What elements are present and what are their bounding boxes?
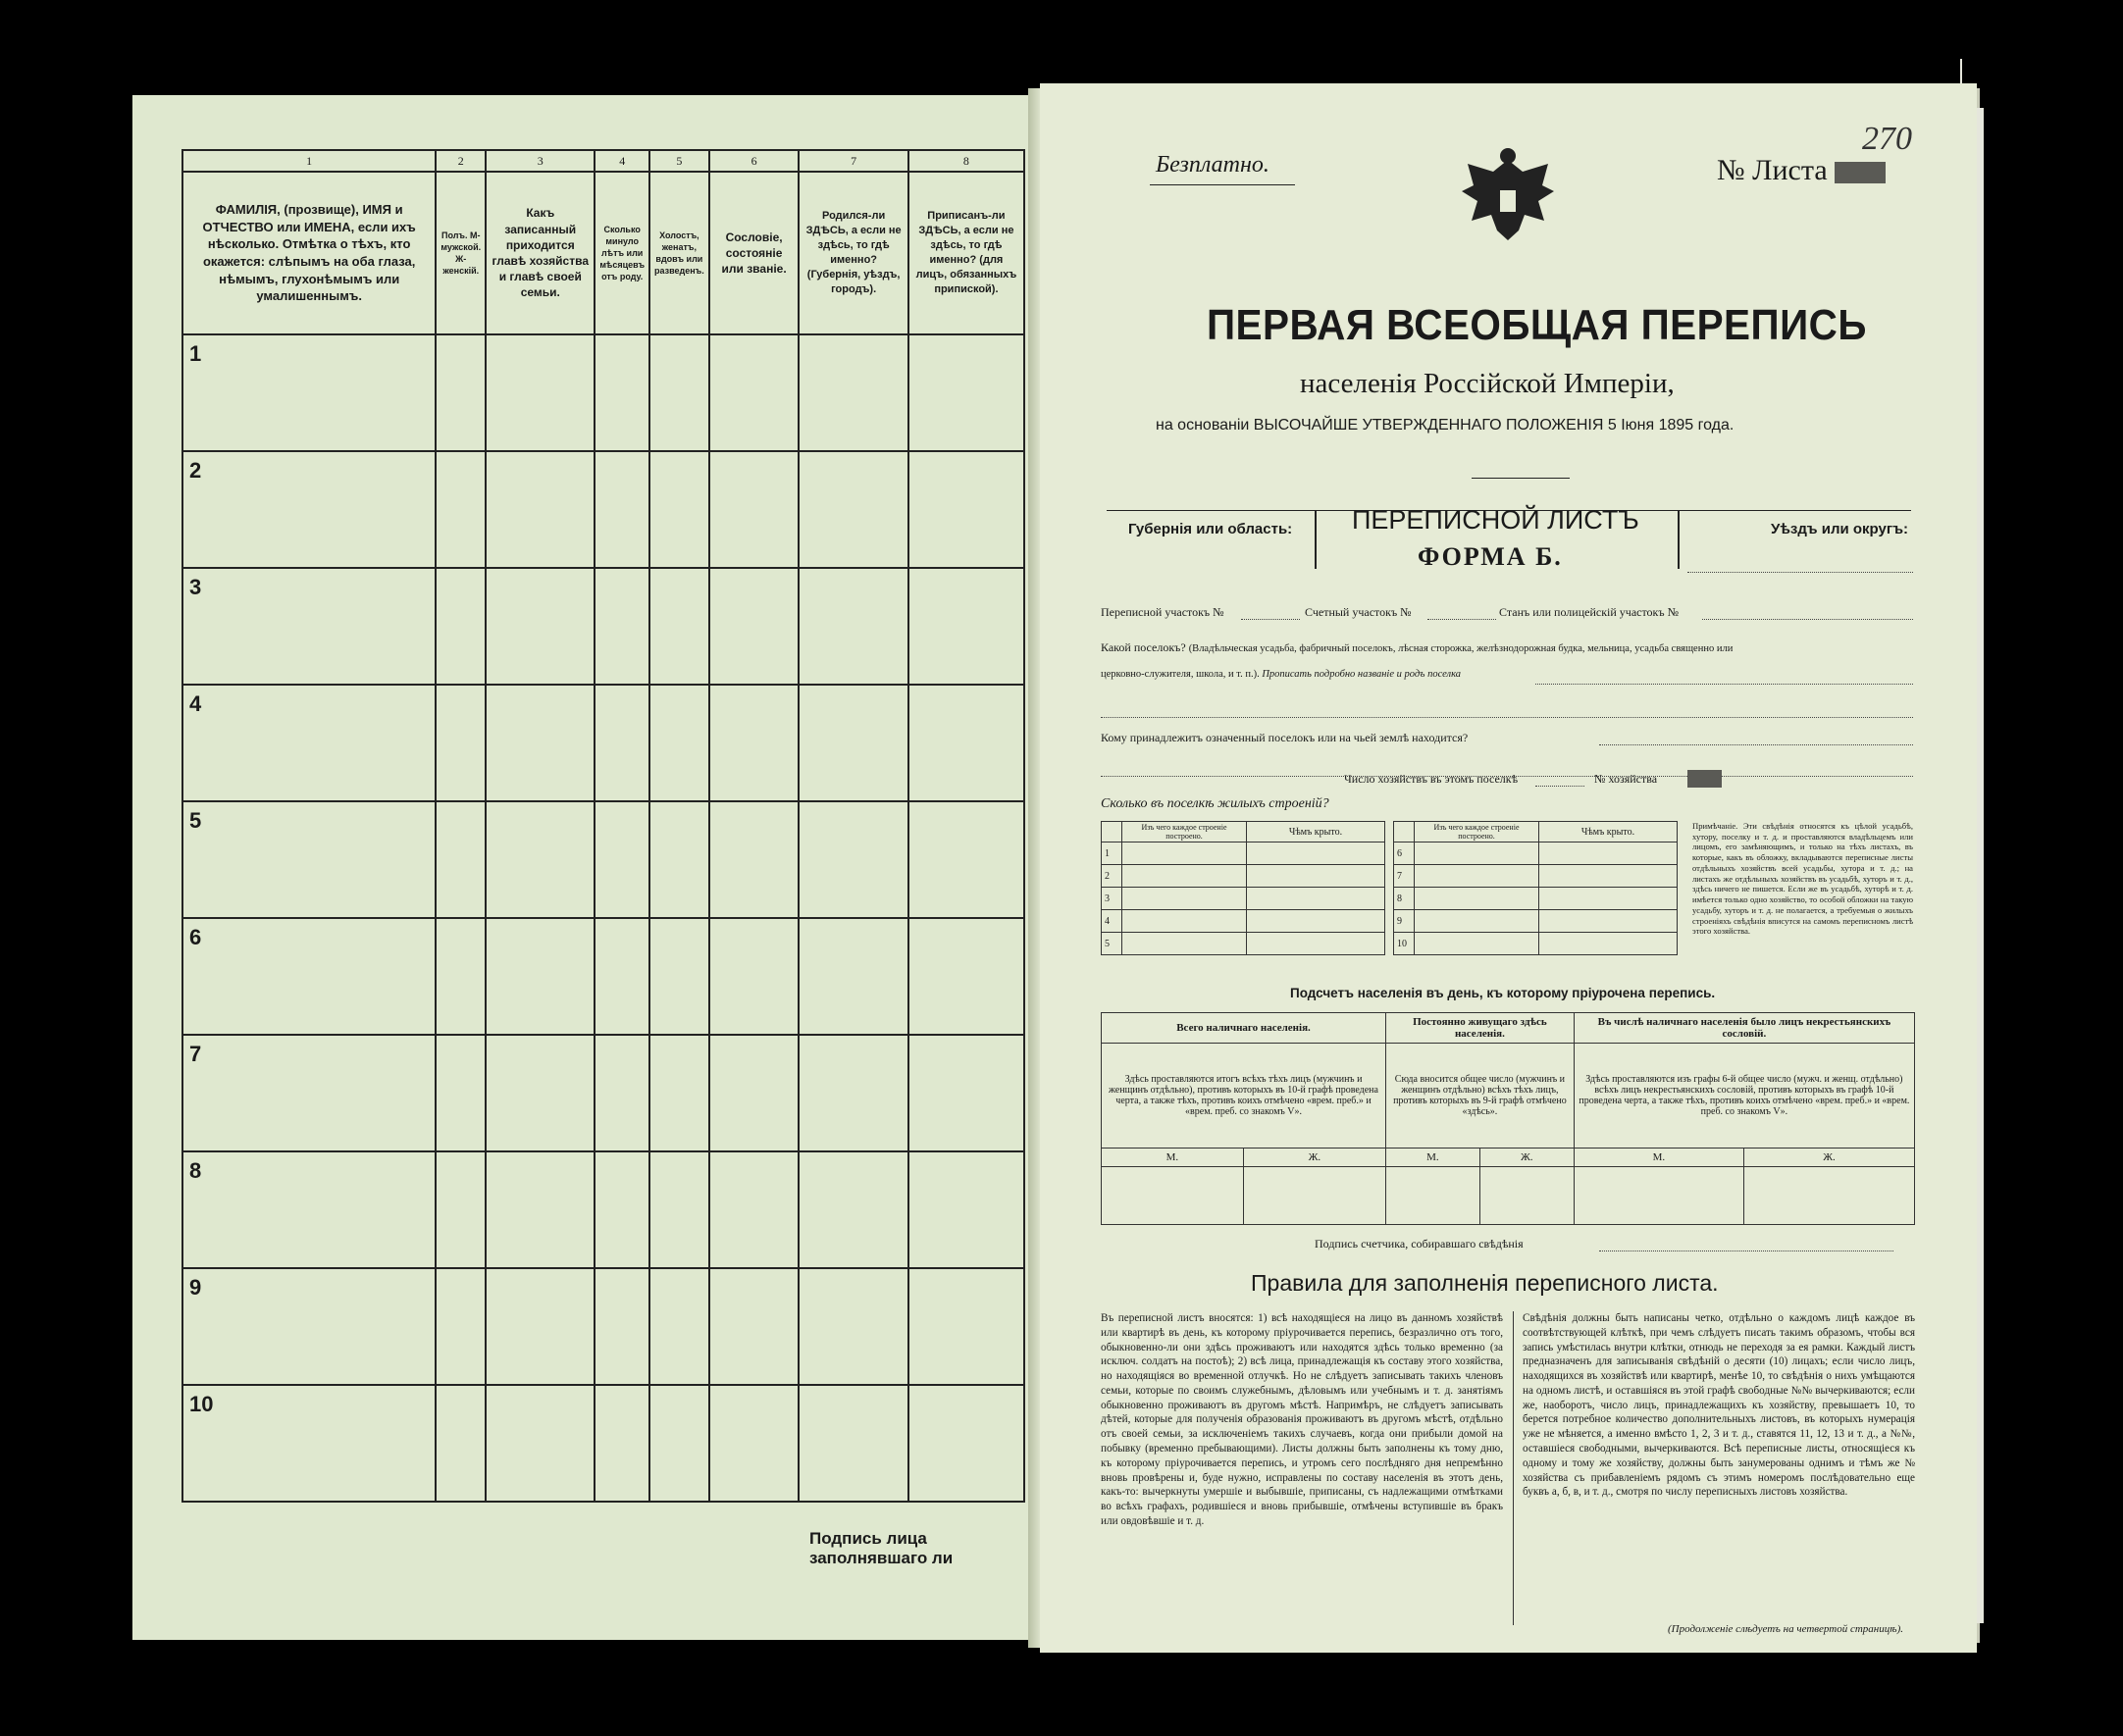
- table-cell[interactable]: [709, 1151, 800, 1268]
- building-row: [1102, 888, 1385, 910]
- building-row: [1394, 865, 1678, 888]
- table-cell[interactable]: [799, 918, 907, 1035]
- table-cell[interactable]: [595, 1268, 649, 1385]
- count-zh-label: Ж.: [1744, 1149, 1915, 1167]
- building-material-cell[interactable]: [1122, 933, 1247, 955]
- building-number: 7: [1394, 865, 1415, 888]
- table-cell[interactable]: [436, 1268, 486, 1385]
- legal-basis: на основаніи ВЫСОЧАЙШЕ УТВЕРЖДЕННАГО ПОЛОЖЕНІЯ 5 Іюня 1895 года.: [1156, 417, 1735, 434]
- table-cell[interactable]: [436, 568, 486, 685]
- bld-head-material: [1102, 822, 1122, 842]
- table-cell[interactable]: [649, 685, 709, 801]
- table-row: [182, 801, 1024, 918]
- table-cell[interactable]: [908, 1385, 1024, 1502]
- row-number[interactable]: 7: [182, 1035, 436, 1151]
- table-cell[interactable]: [436, 1385, 486, 1502]
- table-cell[interactable]: [486, 1035, 595, 1151]
- row-number[interactable]: 4: [182, 685, 436, 801]
- building-row: [1394, 933, 1678, 955]
- building-material-cell[interactable]: [1415, 865, 1539, 888]
- col-number: 1: [182, 150, 436, 172]
- table-cell[interactable]: [908, 918, 1024, 1035]
- header-registration: Приписанъ-ли ЗДѢСЬ, а если не здѣсь, то гдѣ именно? (для лицъ, обязанныхъ припиской).: [908, 172, 1024, 334]
- buildings-table-a: [1101, 821, 1385, 955]
- settlement-question: [1101, 640, 1925, 655]
- police-district-label: Станъ или полицейскій участокъ №: [1499, 605, 1680, 619]
- building-row: [1394, 842, 1678, 865]
- row-number[interactable]: 2: [182, 451, 436, 568]
- table-cell[interactable]: [709, 1385, 800, 1502]
- count-m-label: М.: [1386, 1149, 1480, 1167]
- count-cell[interactable]: [1574, 1167, 1743, 1225]
- building-roof-cell[interactable]: [1539, 888, 1678, 910]
- table-cell[interactable]: [709, 801, 800, 918]
- gubernia-box: [1315, 510, 1317, 569]
- left-page: [132, 95, 1040, 1640]
- count-zh-label: Ж.: [1479, 1149, 1574, 1167]
- count-cell[interactable]: [1102, 1167, 1244, 1225]
- header-name: ФАМИЛІЯ, (прозвище), ИМЯ и ОТЧЕСТВО или ИМЕНА, если ихъ нѣсколько. Отмѣтка о тѣхъ, кто окажется: слѣпымъ на оба глаза, нѣмымъ, глухонѣмымъ или умалишеннымъ.: [182, 172, 436, 334]
- table-cell[interactable]: [908, 451, 1024, 568]
- col-number: 4: [595, 150, 649, 172]
- row-number[interactable]: 10: [182, 1385, 436, 1502]
- count-m-label: М.: [1102, 1149, 1244, 1167]
- form-label: ФОРМА Б.: [1418, 542, 1563, 571]
- header-marital: Холостъ, женатъ, вдовъ или разведенъ.: [649, 172, 709, 334]
- header-relation: Какъ записанный приходится главѣ хозяйства и главѣ своей семьи.: [486, 172, 595, 334]
- buildings-table-b: [1393, 821, 1678, 955]
- count-m-label: М.: [1574, 1149, 1743, 1167]
- table-cell[interactable]: [649, 451, 709, 568]
- count-head-permanent: Постоянно живущаго здѣсь населенія.: [1386, 1013, 1575, 1044]
- table-cell[interactable]: [799, 685, 907, 801]
- household-no-box: [1687, 770, 1722, 788]
- bld-head-material: [1394, 822, 1415, 842]
- table-cell[interactable]: [595, 801, 649, 918]
- building-roof-cell[interactable]: [1539, 910, 1678, 933]
- building-number: 4: [1102, 910, 1122, 933]
- table-cell[interactable]: [595, 1385, 649, 1502]
- header-age: Сколько минуло лѣтъ или мѣсяцевъ отъ роду.: [595, 172, 649, 334]
- rules-right-column: Свѣдѣнія должны быть написаны четко, отдѣльно о каждомъ лицѣ каждое въ соотвѣтствующей клѣткѣ, при чемъ слѣдуетъ писать такимъ образомъ, чтобы вся запись умѣстилась внутри клѣтки, отнюдь не переходя за ея рамки. Каждый листъ предназначенъ для записыванія свѣдѣній о десяти (10) лицахъ; если число лицъ, находящихся въ хозяйствѣ или квартирѣ, менѣе 10, то свѣдѣнія о нихъ умѣщаются на одномъ листѣ, и оставшіяся въ этой графѣ свободные №№ вычеркиваются; если же, наоборотъ, число лицъ, принадлежащихъ къ хозяйству, превышаетъ 10, то берется потребное количество дополнительныхъ листовъ, въ которыхъ нумерація уже не мѣняется, а именно вмѣсто 1, 2, 3 и т. д., ставятся 11, 12, 13 и т. д., а №№, оставшіеся свободными, вычеркиваются. Всѣ переписные листы, относящіеся къ одному и тому же хозяйству, должны быть занумерованы однимъ и тѣмъ же № хозяйства съ прибавленіемъ рядомъ съ этимъ номеромъ послѣдовательно еще буквъ а, б, в, и т. д., смотря по числу переписныхъ листовъ хозяйства.: [1523, 1312, 1915, 1499]
- col-number: 7: [799, 150, 907, 172]
- table-row: [182, 685, 1024, 801]
- table-cell[interactable]: [436, 918, 486, 1035]
- count-head-nonpeasant: Въ числѣ наличнаго населенія было лицъ некрестьянскихъ сословій.: [1574, 1013, 1914, 1044]
- building-roof-cell[interactable]: [1539, 842, 1678, 865]
- col-number: 2: [436, 150, 486, 172]
- census-title: ПЕРВАЯ ВСЕОБЩАЯ ПЕРЕПИСЬ: [1207, 301, 1867, 349]
- counting-district-label: Счетный участокъ №: [1305, 605, 1412, 619]
- table-cell[interactable]: [436, 1035, 486, 1151]
- table-cell[interactable]: [799, 1151, 907, 1268]
- table-cell[interactable]: [486, 451, 595, 568]
- row-number[interactable]: 6: [182, 918, 436, 1035]
- building-material-cell[interactable]: [1415, 910, 1539, 933]
- owner-field[interactable]: [1599, 744, 1913, 745]
- sheet-title: ПЕРЕПИСНОЙ ЛИСТЪ: [1352, 505, 1639, 535]
- table-cell[interactable]: [649, 1035, 709, 1151]
- building-roof-cell[interactable]: [1247, 888, 1385, 910]
- table-cell[interactable]: [799, 568, 907, 685]
- count-text-permanent: Сюда вносится общее число (мужчинъ и женщинъ отдѣльно) всѣхъ тѣхъ лицъ, противъ которыхъ въ 9-й графѣ отмѣчено «здѣсь».: [1386, 1044, 1575, 1149]
- census-district-label: Переписной участокъ №: [1101, 605, 1224, 619]
- table-cell[interactable]: [799, 801, 907, 918]
- census-table: [181, 149, 1025, 1503]
- building-material-cell[interactable]: [1122, 865, 1247, 888]
- table-cell[interactable]: [908, 1035, 1024, 1151]
- building-row: [1102, 910, 1385, 933]
- building-material-cell[interactable]: [1122, 910, 1247, 933]
- census-district-field[interactable]: [1241, 619, 1300, 620]
- row-number[interactable]: 3: [182, 568, 436, 685]
- buildings-question: Сколько въ поселкѣ жилыхъ строеній?: [1101, 796, 1329, 811]
- sheet-number-label: [1717, 154, 1886, 187]
- bld-head-roof: Чѣмъ крыто.: [1539, 822, 1678, 842]
- table-cell[interactable]: [649, 334, 709, 451]
- table-cell[interactable]: [649, 1385, 709, 1502]
- table-cell[interactable]: [486, 1151, 595, 1268]
- table-cell[interactable]: [709, 568, 800, 685]
- count-zh-label: Ж.: [1243, 1149, 1385, 1167]
- building-row: [1102, 933, 1385, 955]
- table-cell[interactable]: [486, 568, 595, 685]
- table-cell[interactable]: [799, 1268, 907, 1385]
- building-roof-cell[interactable]: [1247, 933, 1385, 955]
- building-material-cell[interactable]: [1122, 888, 1247, 910]
- handwritten-sheet-number: 270: [1862, 121, 1912, 157]
- table-cell[interactable]: [436, 451, 486, 568]
- count-text-nonpeasant: Здѣсь проставляются изъ графы 6-й общее число (мужч. и женщ. отдѣльно) всѣхъ лицъ некрестьянскихъ сословій, противъ которыхъ въ графѣ 10-й проведена черта, а также тѣхъ, противъ коихъ отмѣчено «врем. преб.» и «врем. преб. со знакомъ V».: [1574, 1044, 1914, 1149]
- household-no-label: № хозяйства: [1594, 772, 1658, 786]
- count-cell[interactable]: [1386, 1167, 1480, 1225]
- table-cell[interactable]: [649, 1268, 709, 1385]
- table-cell[interactable]: [595, 334, 649, 451]
- table-cell[interactable]: [709, 685, 800, 801]
- table-cell[interactable]: [799, 1385, 907, 1502]
- building-roof-cell[interactable]: [1247, 910, 1385, 933]
- imperial-eagle-icon: [1454, 142, 1562, 250]
- row-number[interactable]: 9: [182, 1268, 436, 1385]
- buildings-note: Примѣчаніе. Эти свѣдѣнія относятся къ цѣлой усадьбѣ, хутору, поселку и т. д. и проставляются владѣльцемъ или лицомъ, его замѣняющимъ, и только на тѣхъ листахъ, въ которые, какъ въ обложку, вкладываются переписные листы отдѣльныхъ хозяйствъ всей усадьбы, хутора и т. д.; на листахъ же отдѣльныхъ хозяйствъ въ усадьбѣ, хуторъ и т. д., здѣсь ничего не пишется. Если же въ усадьбѣ, хуторѣ и т. д. имѣется только одно хозяйство, то особой обложки на такую усадьбу, хуторъ и т. д. не полагается, а требуемыя о жилыхъ строеніяхъ свѣдѣнія вписутся на самомъ переписномъ листѣ этого хозяйства.: [1692, 821, 1913, 937]
- sheet-number-box: [1835, 162, 1886, 183]
- table-row: [182, 451, 1024, 568]
- table-cell[interactable]: [595, 568, 649, 685]
- table-cell[interactable]: [908, 685, 1024, 801]
- table-cell[interactable]: [799, 451, 907, 568]
- building-row: [1102, 842, 1385, 865]
- settlement-field[interactable]: [1535, 684, 1913, 685]
- free-underline: [1150, 184, 1295, 185]
- col-number: 3: [486, 150, 595, 172]
- table-cell[interactable]: [595, 918, 649, 1035]
- table-cell[interactable]: [486, 334, 595, 451]
- building-row: [1394, 910, 1678, 933]
- table-cell[interactable]: [908, 1268, 1024, 1385]
- building-number: 10: [1394, 933, 1415, 955]
- counting-district-field[interactable]: [1427, 619, 1496, 620]
- table-cell[interactable]: [908, 334, 1024, 451]
- header-estate: Сословіе, состояніе или званіе.: [709, 172, 800, 334]
- free-label: Безплатно.: [1156, 152, 1269, 178]
- building-roof-cell[interactable]: [1539, 933, 1678, 955]
- settlement-label: Какой поселокъ?: [1101, 640, 1186, 654]
- table-cell[interactable]: [908, 1151, 1024, 1268]
- table-cell[interactable]: [799, 1035, 907, 1151]
- table-cell[interactable]: [649, 801, 709, 918]
- building-number: 5: [1102, 933, 1122, 955]
- building-number: 8: [1394, 888, 1415, 910]
- settlement-field-2[interactable]: [1101, 717, 1913, 718]
- counter-signature-label: Подпись счетчика, собиравшаго свѣдѣнія: [1315, 1237, 1524, 1251]
- table-cell[interactable]: [436, 685, 486, 801]
- sheet-number-text: № Листа: [1717, 154, 1828, 186]
- table-cell[interactable]: [908, 568, 1024, 685]
- row-number[interactable]: 1: [182, 334, 436, 451]
- building-material-cell[interactable]: [1415, 842, 1539, 865]
- row-number[interactable]: 5: [182, 801, 436, 918]
- count-cell[interactable]: [1243, 1167, 1385, 1225]
- uezd-label: Уѣздъ или округъ:: [1771, 521, 1909, 537]
- table-cell[interactable]: [595, 1151, 649, 1268]
- table-cell[interactable]: [595, 1035, 649, 1151]
- table-cell[interactable]: [486, 1268, 595, 1385]
- count-cell[interactable]: [1479, 1167, 1574, 1225]
- table-row: [182, 1151, 1024, 1268]
- table-row: [182, 334, 1024, 451]
- table-cell[interactable]: [436, 1151, 486, 1268]
- table-cell[interactable]: [709, 1035, 800, 1151]
- table-cell[interactable]: [709, 334, 800, 451]
- count-title: Подсчетъ населенія въ день, къ которому пріурочена перепись.: [1290, 986, 1716, 1000]
- table-cell[interactable]: [436, 801, 486, 918]
- table-cell[interactable]: [649, 568, 709, 685]
- building-number: 2: [1102, 865, 1122, 888]
- table-row: [182, 918, 1024, 1035]
- settlement-italic-hint: Прописать подробно названіе и родъ поселка: [1262, 669, 1462, 680]
- signature-label: Подпись лица заполнявшаго ли: [809, 1529, 954, 1567]
- table-row: [182, 1035, 1024, 1151]
- count-text-total: Здѣсь проставляются итогъ всѣхъ тѣхъ лицъ (мужчинъ и женщинъ отдѣльно), противъ которыхъ въ 10-й графѣ проведена черта, а также тѣхъ, противъ коихъ отмѣчено «врем. преб.» и «врем. преб. со знакомъ V».: [1102, 1044, 1386, 1149]
- bld-head-material-text: Изъ чего каждое строеніе построено.: [1415, 822, 1539, 842]
- building-material-cell[interactable]: [1415, 888, 1539, 910]
- settlement-question-2: [1101, 669, 1461, 680]
- households-label: Число хозяйствъ въ этомъ поселкѣ: [1344, 772, 1519, 786]
- building-material-cell[interactable]: [1415, 933, 1539, 955]
- bld-head-roof: Чѣмъ крыто.: [1247, 822, 1385, 842]
- building-roof-cell[interactable]: [1539, 865, 1678, 888]
- table-cell[interactable]: [908, 801, 1024, 918]
- count-cell[interactable]: [1744, 1167, 1915, 1225]
- uezd-box: [1678, 510, 1680, 569]
- uezd-field[interactable]: [1687, 572, 1913, 573]
- right-page: [1040, 83, 1977, 1653]
- col-number: 8: [908, 150, 1024, 172]
- building-row: [1102, 865, 1385, 888]
- rules-left-column: Въ переписной листъ вносятся: 1) всѣ находящіеся на лицо въ данномъ хозяйствѣ или квартирѣ въ день, къ которому пріурочивается перепись, безразлично отъ того, обыкновенно-ли они здѣсь проживаютъ или находятся здѣсь только временно (за исключ. солдатъ на постоѣ); 2) всѣ лица, принадлежащія къ составу этого хозяйства, но находящіяся во временной отлучкѣ. Но не слѣдуетъ записывать такихъ членовъ семьи, которые по своимъ служебнымъ, дѣловымъ или учебнымъ и т. д. занятіямъ обыкновенно проживаютъ въ другомъ мѣстѣ. Напримѣръ, не слѣдуетъ записывать дѣтей, которые для полученія образованія проживаютъ въ другомъ мѣстѣ, отдѣльно отъ своей семьи, за исключеніемъ такихъ случаевъ, когда они прибыли домой на побывку (временно пребывающими). Листы должны быть заполнены къ тому дню, къ которому пріурочивается перепись, и утромъ сего послѣдняго дня непремѣнно вновь провѣрены и, буде нужно, исправлены по составу населенія въ этотъ день, какъ-то: вычеркнуты умершіе и выбывшіе, приписаны, съ надлежащими отмѣтками во всѣхъ графахъ, родившіеся и вновь прибывшіе, отмѣчены вступившіе въ бракъ или овдовѣвшіе и т. д.: [1101, 1312, 1503, 1527]
- settlement-hint: (Владѣльческая усадьба, фабричный поселокъ, лѣсная сторожка, желѣзнодорожная будка, мельница, усадьба священно или: [1188, 643, 1734, 654]
- table-cell[interactable]: [709, 1268, 800, 1385]
- header-sex: Полъ. М-мужской. Ж-женскій.: [436, 172, 486, 334]
- police-district-field[interactable]: [1702, 619, 1913, 620]
- population-count-table: [1101, 1012, 1915, 1225]
- title-divider: [1472, 478, 1570, 479]
- table-cell[interactable]: [595, 685, 649, 801]
- building-number: 1: [1102, 842, 1122, 865]
- table-row: [182, 1385, 1024, 1502]
- table-cell[interactable]: [649, 1151, 709, 1268]
- table-cell[interactable]: [799, 334, 907, 451]
- building-number: 9: [1394, 910, 1415, 933]
- rules-column-divider: [1513, 1311, 1514, 1625]
- building-roof-cell[interactable]: [1247, 842, 1385, 865]
- header-birthplace: Родился-ли ЗДѢСЬ, а если не здѣсь, то гдѣ именно? (Губернія, уѣздъ, городъ).: [799, 172, 907, 334]
- owner-question: Кому принадлежитъ означенный поселокъ или на чьей землѣ находится?: [1101, 731, 1469, 744]
- continuation-note: (Продолженіе слѣдуетъ на четвертой страницѣ).: [1668, 1623, 1903, 1635]
- building-number: 3: [1102, 888, 1122, 910]
- table-cell[interactable]: [486, 918, 595, 1035]
- gubernia-label: Губернія или область:: [1128, 521, 1293, 537]
- row-number[interactable]: 8: [182, 1151, 436, 1268]
- table-cell[interactable]: [486, 685, 595, 801]
- count-head-total: Всего наличнаго населенія.: [1102, 1013, 1386, 1044]
- table-cell[interactable]: [436, 334, 486, 451]
- col-number: 5: [649, 150, 709, 172]
- table-cell[interactable]: [709, 918, 800, 1035]
- table-row: [182, 1268, 1024, 1385]
- building-row: [1394, 888, 1678, 910]
- table-cell[interactable]: [709, 451, 800, 568]
- building-roof-cell[interactable]: [1247, 865, 1385, 888]
- table-cell[interactable]: [486, 1385, 595, 1502]
- table-row: [182, 568, 1024, 685]
- households-field[interactable]: [1535, 786, 1584, 787]
- table-cell[interactable]: [486, 801, 595, 918]
- rules-title: Правила для заполненія переписного листа.: [1251, 1270, 1719, 1296]
- building-material-cell[interactable]: [1122, 842, 1247, 865]
- bld-head-material-text: Изъ чего каждое строеніе построено.: [1122, 822, 1247, 842]
- table-cell[interactable]: [595, 451, 649, 568]
- settlement-hint-2: церковно-служителя, школа, и т. п.).: [1101, 669, 1260, 680]
- col-number: 6: [709, 150, 800, 172]
- table-cell[interactable]: [649, 918, 709, 1035]
- building-number: 6: [1394, 842, 1415, 865]
- census-subtitle: населенія Россійской Имперіи,: [1300, 368, 1675, 399]
